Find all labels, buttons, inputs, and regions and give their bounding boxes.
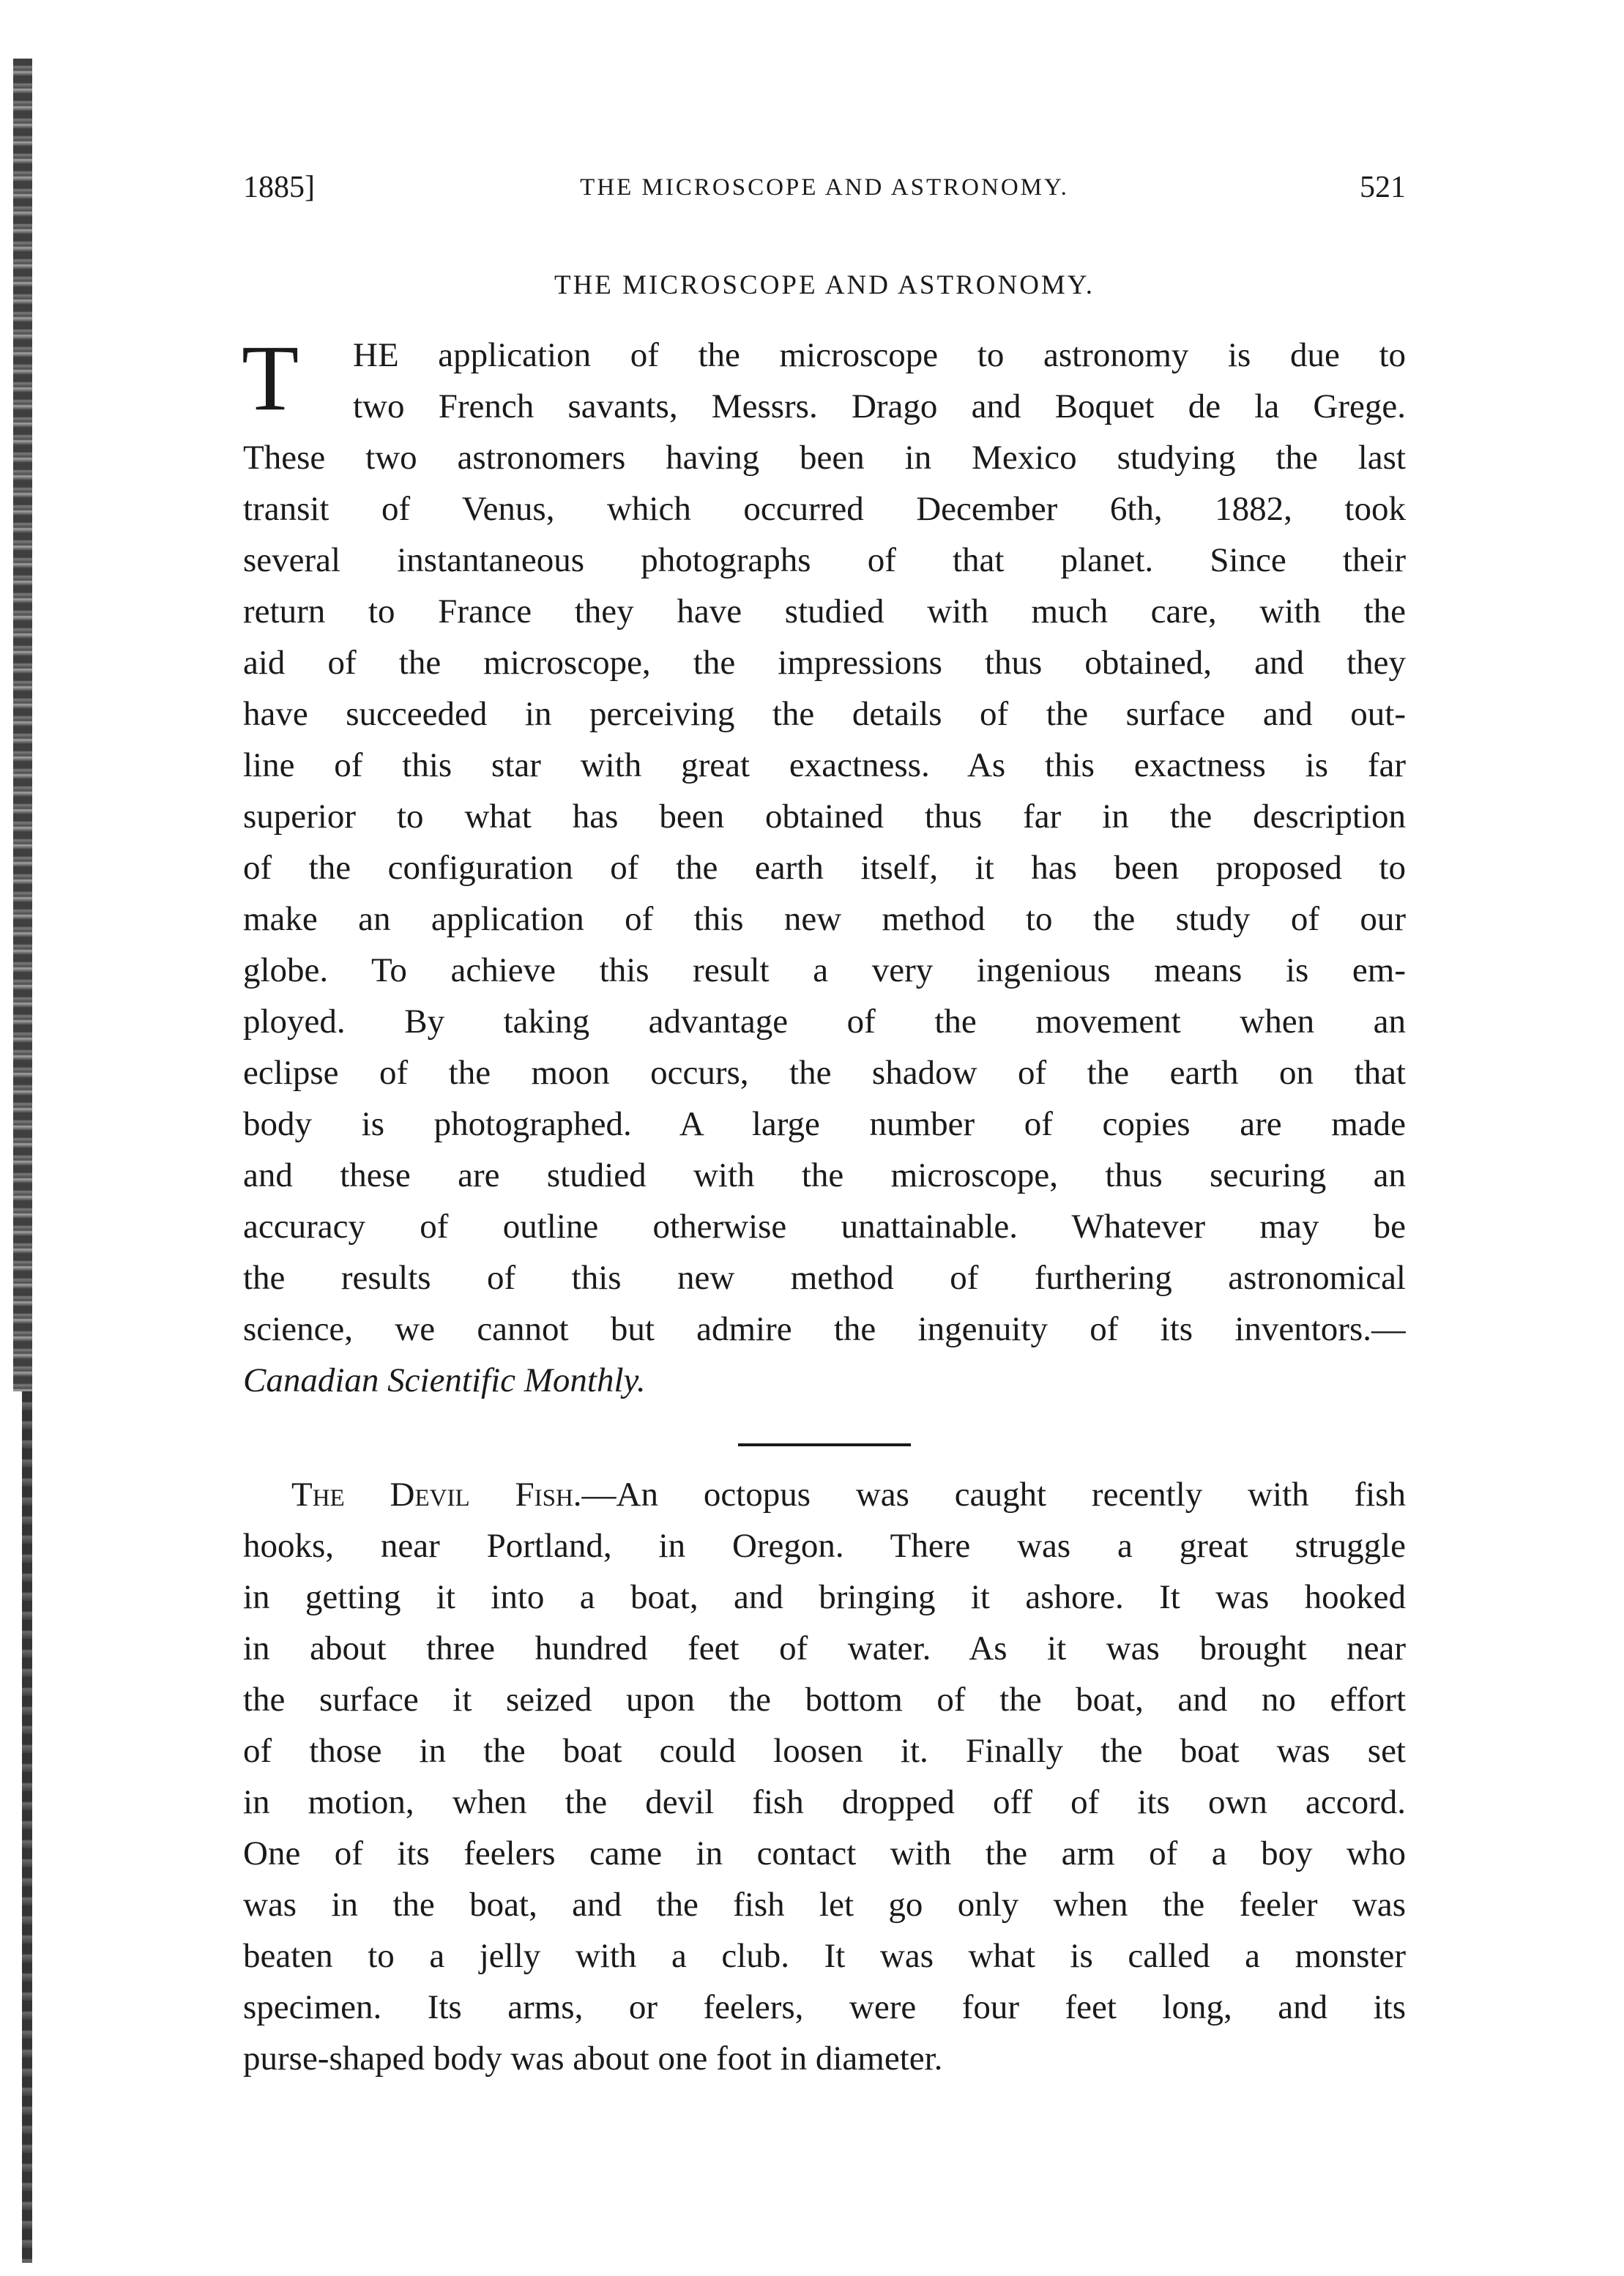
article-line: line of this star with great exactness. As this exactness is far [243,746,1406,784]
devil-fish-line: beaten to a jelly with a club. It was what is called a monster [243,1937,1406,1975]
devil-fish-line: hooks, near Portland, in Oregon. There was a great struggle [243,1527,1406,1565]
article-line: have succeeded in perceiving the details of the surface and out- [243,695,1406,733]
running-head-title: THE MICROSCOPE AND ASTRONOMY. [580,174,1069,201]
article-citation: Canadian Scientific Monthly. [243,1361,646,1399]
article-line: the results of this new method of furthering astronomical [243,1259,1406,1297]
devil-fish-line: of those in the boat could loosen it. Finally the boat was set [243,1732,1406,1770]
devil-fish-line: in getting it into a boat, and bringing it ashore. It was hooked [243,1578,1406,1616]
article-line: of the configuration of the earth itself, it has been proposed to [243,849,1406,887]
devil-fish-first-line [243,1469,1406,1520]
article-line: aid of the microscope, the impressions thus obtained, and they [243,644,1406,682]
binding-edge-lower [22,1391,32,2263]
article-line: and these are studied with the microscope, thus securing an [243,1156,1406,1194]
article-line: accuracy of outline otherwise unattainable. Whatever may be [243,1208,1406,1246]
running-head [243,170,1406,214]
devil-fish-line: specimen. Its arms, or feelers, were four feet long, and its [243,1988,1406,2026]
article-line: two French savants, Messrs. Drago and Boquet de la Grege. [353,387,1406,425]
article-line: body is photographed. A large number of copies are made [243,1105,1406,1143]
devil-fish-line: in about three hundred feet of water. As it was brought near [243,1629,1406,1667]
running-head-year: 1885] [243,171,315,204]
article-line: ployed. By taking advantage of the movement when an [243,1003,1406,1041]
section-divider [738,1443,911,1446]
devil-fish-line: in motion, when the devil fish dropped off of its own accord. [243,1783,1406,1821]
page-number: 521 [1360,171,1406,204]
article-line: HE application of the microscope to astronomy is due to [353,336,1406,374]
article-line: globe. To achieve this result a very ingenious means is em- [243,951,1406,989]
devil-fish-paragraph [243,1469,1406,2084]
article-body [242,326,1406,1406]
binding-edge [13,59,32,1391]
devil-fish-line: the surface it seized upon the bottom of the boat, and no effort [243,1681,1406,1719]
article-line: science, we cannot but admire the ingenuity of its inventors.— [243,1310,1406,1348]
article-line: superior to what has been obtained thus far in the description [243,797,1406,836]
devil-fish-line: was in the boat, and the fish let go only when the feeler was [243,1886,1406,1924]
article-line: return to France they have studied with much care, with the [243,592,1406,631]
devil-fish-heading: The Devil Fish. [291,1476,582,1514]
devil-fish-line: One of its feelers came in contact with the arm of a boy who [243,1834,1406,1873]
article-line: make an application of this new method to the study of our [243,900,1406,938]
article-line: eclipse of the moon occurs, the shadow of the earth on that [243,1054,1406,1092]
article-line: transit of Venus, which occurred December 6th, 1882, took [243,490,1406,528]
article-line: These two astronomers having been in Mexico studying the last [243,439,1406,477]
devil-fish-first-line-text: —An octopus was caught recently with fish [581,1476,1406,1514]
devil-fish-line: purse-shaped body was about one foot in diameter. [243,2039,943,2078]
article-line: several instantaneous photographs of that planet. Since their [243,541,1406,579]
drop-cap: T [242,326,299,430]
article-title: THE MICROSCOPE AND ASTRONOMY. [554,270,1095,300]
